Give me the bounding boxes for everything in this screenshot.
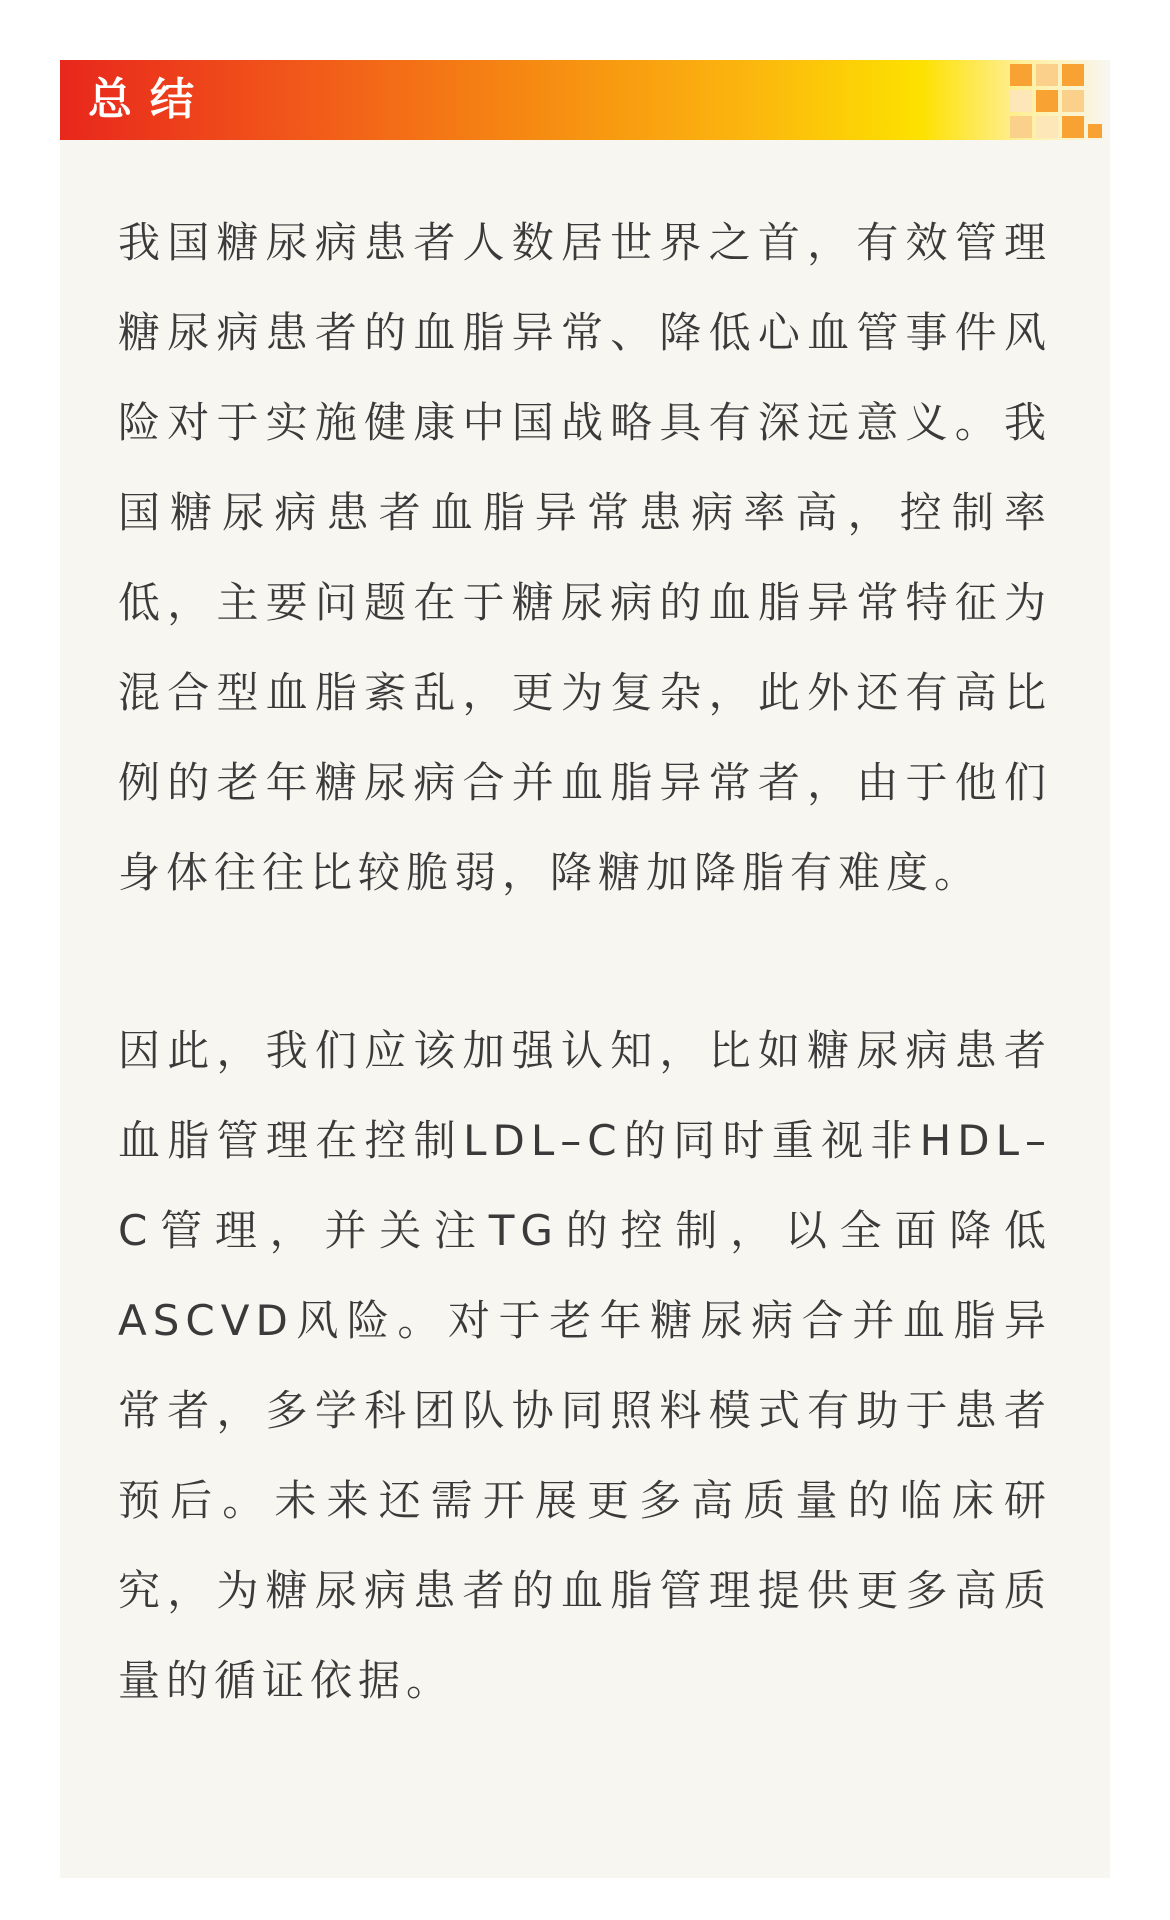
- decor-square: [1062, 90, 1084, 112]
- decor-square: [1036, 116, 1058, 138]
- decor-square: [1088, 124, 1102, 138]
- summary-paragraph-2: 因此，我们应该加强认知，比如糖尿病患者血脂管理在控制LDL–C的同时重视非HDL–C管理，并关注TG的控制，以全面降低ASCVD风险。对于老年糖尿病合并血脂异常者，多学科团队协同照料模式有助于患者预后。未来还需开展更多高质量的临床研究，为糖尿病患者的血脂管理提供更多高质量的循证依据。: [118, 1026, 1052, 1705]
- section-title: 总结: [88, 74, 212, 125]
- decor-square: [1036, 64, 1058, 86]
- decor-square: [1010, 116, 1032, 138]
- decor-square: [1036, 90, 1058, 112]
- decor-square: [1062, 64, 1084, 86]
- decor-square: [1010, 64, 1032, 86]
- section-header-bar: [60, 60, 1110, 140]
- decor-square: [1062, 116, 1084, 138]
- summary-paragraph-1: 我国糖尿病患者人数居世界之首，有效管理糖尿病患者的血脂异常、降低心血管事件风险对于实施健康中国战略具有深远意义。我国糖尿病患者血脂异常患病率高，控制率低，主要问题在于糖尿病的血脂异常特征为混合型血脂紊乱，更为复杂，此外还有高比例的老年糖尿病合并血脂异常者，由于他们身体往往比较脆弱，降糖加降脂有难度。: [118, 218, 1052, 897]
- decor-square: [1010, 90, 1032, 112]
- decorative-squares: [996, 60, 1110, 140]
